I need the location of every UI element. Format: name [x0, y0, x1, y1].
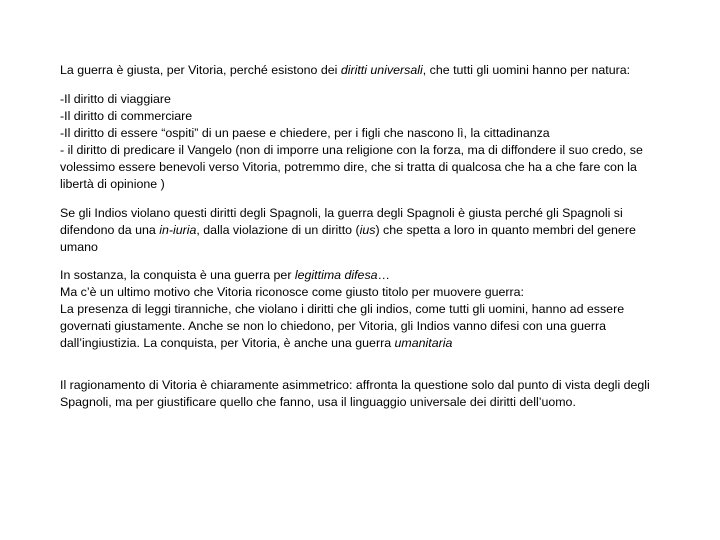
conquest-line-2: Ma c’è un ultimo motivo che Vitoria riconosce come giusto titolo per muovere guerra: — [60, 285, 524, 299]
conquest-line-1 — [60, 267, 660, 284]
conquest-line-3 — [60, 301, 660, 352]
right-item-preach: - il diritto di predicare il Vangelo (non di imporre una religione con la forza, ma di diffondere il suo credo, se volessimo essere benevoli verso Vitoria, potremmo dire, che si tratta di qualcosa che ha a che fare con la libertà di opinione ) — [60, 143, 643, 191]
intro-text-end: , che tutti gli uomini hanno per natura: — [422, 63, 631, 77]
ius-term: ius — [359, 223, 376, 237]
defense-text: Se gli Indios violano questi diritti degli Spagnoli, la guerra degli Spagnoli è giusta perché gli Spagnoli si difendono da una — [60, 206, 623, 237]
humanitarian-term: umanitaria — [394, 336, 453, 350]
text-body — [60, 62, 660, 411]
right-item-hospitality: -Il diritto di essere “ospiti” di un paese e chiedere, per i figli che nascono lì, la cittadinanza — [60, 126, 550, 140]
defense-text-mid: , dalla violazione di un diritto ( — [196, 223, 360, 237]
rights-list — [60, 91, 660, 193]
defense-paragraph — [60, 205, 660, 256]
intro-paragraph — [60, 62, 660, 79]
right-item-travel: -Il diritto di viaggiare — [60, 92, 171, 106]
intro-emphasis: diritti universali — [340, 63, 423, 77]
right-item-trade: -Il diritto di commerciare — [60, 109, 193, 123]
conclusion-paragraph: Il ragionamento di Vitoria è chiaramente asimmetrico: affronta la questione solo dal punto di vista degli degli Spagnoli, ma per giustificare quello che fanno, usa il linguaggio universale dei diritti dell’uomo. — [60, 378, 650, 409]
iniuria-term: in-iuria — [159, 223, 197, 237]
intro-text: La guerra è giusta, per Vitoria, perché esistono dei — [60, 63, 341, 77]
conquest-text: In sostanza, la conquista è una guerra per — [60, 268, 295, 282]
defense-text-end: ) che spetta a loro in quanto membri del genere umano — [60, 223, 636, 254]
conquest-paragraph — [60, 267, 660, 352]
tyranny-text: La presenza di leggi tiranniche, che violano i diritti che gli indios, come tutti gli uomini, hanno ad essere governati giustamente. Anche se non lo chiedono, per Vitoria, gli Indios vanno difesi con una guerra dall’ingiustizia. La conquista, per Vitoria, è anche una guerra — [60, 302, 625, 350]
legitimate-defense-term: legittima difesa — [294, 268, 378, 282]
conquest-ellipsis: … — [377, 268, 390, 282]
